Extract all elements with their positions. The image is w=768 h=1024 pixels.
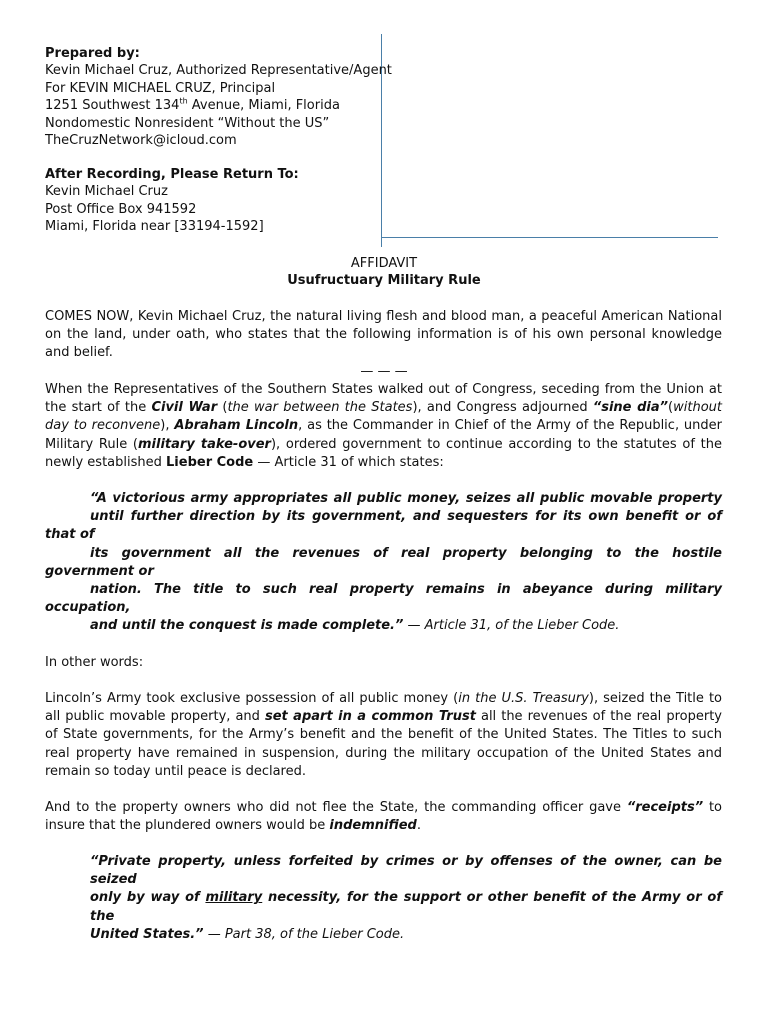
p1-without-day: without day to reconvene <box>45 400 722 434</box>
lieber-article-31-quote <box>45 490 722 636</box>
p2-text-e: all the revenues of the real property of State governments, for the Army’s benefit and the benefit of the United States. The Titles to such real property have remained in suspension, during the military occupation of the United States and remain so today until peace is declared. <box>45 709 722 779</box>
recording-area-horizontal-rule <box>381 237 718 238</box>
quote1-line4: nation. The title to such real property remains in abeyance during military <box>90 582 722 598</box>
p2-text-a: Lincoln’s Army took exclusive possession of all public money ( <box>45 691 459 706</box>
return-city: Miami, Florida near [33194-1592] <box>45 219 264 235</box>
p1-war-between-states: the war between the States <box>227 400 413 416</box>
p1-lieber-code: Lieber Code <box>166 454 254 470</box>
section-separator: — — — <box>360 364 408 379</box>
p3-text-e: . <box>416 818 421 834</box>
p1-text-c: ( <box>217 400 228 416</box>
receipts-paragraph <box>45 799 722 835</box>
p3-text-c: to insure that the plundered owners would be <box>45 800 722 834</box>
p3-receipts: “receipts” <box>626 800 704 815</box>
document-type: AFFIDAVIT <box>350 256 418 271</box>
quote2-line2-wrap: the <box>90 908 115 924</box>
quote1-line1: “A victorious army appropriates all public money, seizes all public movable property <box>90 491 722 506</box>
quote2-line2-pre: only by way of <box>90 890 206 906</box>
principal-line: For KEVIN MICHAEL CRUZ, Principal <box>45 80 276 96</box>
p1-text-e: ), and Congress adjourned <box>412 400 593 416</box>
history-paragraph <box>45 381 722 472</box>
quote2-line2 <box>45 889 722 907</box>
p1-text-i: ), <box>160 418 175 434</box>
quote2-line3 <box>45 926 722 944</box>
address-suffix: Avenue, Miami, Florida <box>187 98 340 114</box>
quote2-line2-text: necessity, for the support or other benefit of the Army or of <box>262 890 722 906</box>
p1-text-m: ), ordered government to continue according to the statutes of the newly established <box>45 436 722 470</box>
quote2-citation: — Part 38, of the Lieber Code. <box>203 926 405 942</box>
return-name: Kevin Michael Cruz <box>45 184 168 200</box>
p1-sine-dia: “sine dia” <box>592 400 669 416</box>
prepared-by-block <box>45 45 392 149</box>
p3-indemnified: indemnified <box>329 818 417 834</box>
quote1-line3: its government all the revenues of real property belonging to the hostile <box>90 545 722 561</box>
quote2-line1: “Private property, unless forfeited by crimes or by offenses of the owner, can be <box>90 854 722 869</box>
p2-common-trust: set apart in a common Trust <box>264 709 476 725</box>
prepared-by-label: Prepared by: <box>45 46 140 61</box>
address-ordinal: th <box>179 96 188 106</box>
in-other-words: In other words: <box>45 655 144 670</box>
quote1-line2-wrap: that of <box>45 527 95 543</box>
street-address <box>45 97 392 114</box>
address-prefix: 1251 Southwest 134 <box>45 98 180 114</box>
quote1-line5-text: and until the conquest is made complete.” <box>90 618 404 634</box>
p2-treasury: in the U.S. Treasury <box>458 691 589 706</box>
email-line: TheCruzNetwork@icloud.com <box>45 133 237 149</box>
preparer-name: Kevin Michael Cruz, Authorized Representative/Agent <box>45 63 392 79</box>
return-to-block <box>45 166 299 236</box>
return-po-box: Post Office Box 941592 <box>45 201 197 217</box>
quote1-line3-wrap: government or <box>45 563 154 579</box>
p1-abraham-lincoln: Abraham Lincoln <box>174 418 299 434</box>
p1-text-g: ( <box>668 400 674 416</box>
quote1-line2: until further direction by its government, and sequesters for its own benefit or of <box>90 509 722 525</box>
quote1-citation: — Article 31, of the Lieber Code. <box>403 618 620 634</box>
explanation-paragraph <box>45 690 722 781</box>
p1-civil-war: Civil War <box>151 400 218 416</box>
quote1-line5 <box>45 617 722 635</box>
return-to-label: After Recording, Please Return To: <box>45 167 299 182</box>
lieber-part-38-quote <box>45 853 722 944</box>
p1-military-takeover: military take-over <box>138 436 271 452</box>
status-line: Nondomestic Nonresident “Without the US” <box>45 115 330 131</box>
p1-text-k: , as the Commander in Chief of the Army of the Republic, under Military Rule ( <box>45 418 723 452</box>
document-title: Usufructuary Military Rule <box>287 273 481 288</box>
intro-paragraph <box>45 308 722 363</box>
p1-text-o: — Article 31 of which states: <box>253 454 444 470</box>
p2-text-c: ), seized the Title to all public movable property, and <box>45 691 722 725</box>
quote1-line4-wrap: occupation, <box>45 600 131 616</box>
quote2-line1-wrap: seized <box>90 872 137 888</box>
quote2-line3-text: United States.” <box>90 926 204 942</box>
p1-text-a: When the Representatives of the Southern States walked out of Congress, seceding from the Union at the start of the <box>45 382 722 416</box>
intro-text: COMES NOW, Kevin Michael Cruz, the natural living flesh and blood man, a peaceful American National on the land, under oath, who states that the following information is of his own personal knowledge and belief. <box>45 309 722 361</box>
quote2-military: military <box>205 890 263 906</box>
p3-text-a: And to the property owners who did not flee the State, the commanding officer gave <box>45 800 627 815</box>
